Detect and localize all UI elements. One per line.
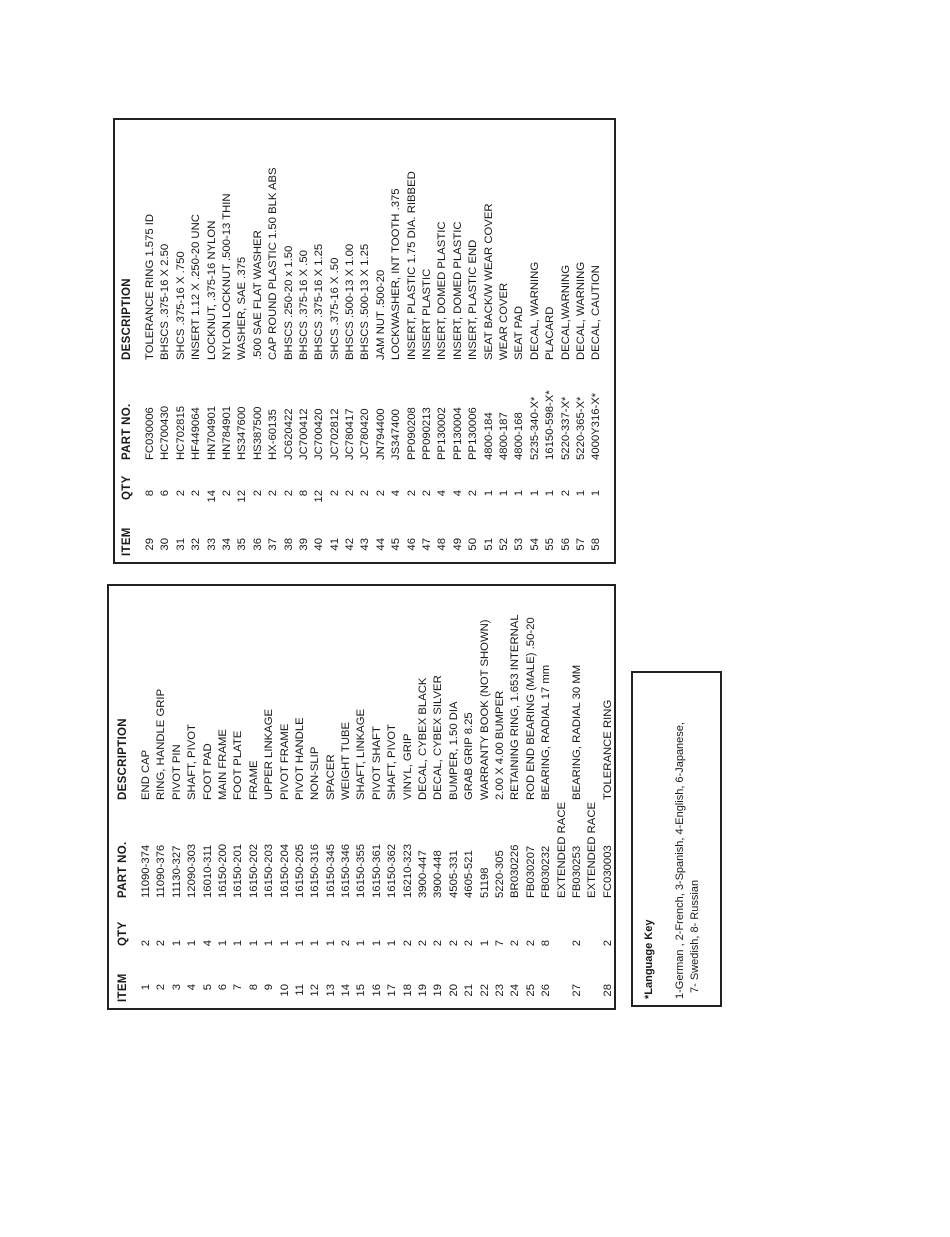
description-cell: JAM NUT .500-20 xyxy=(374,269,387,360)
right-table-rotated xyxy=(121,124,611,560)
qty-cell: 4 xyxy=(436,490,449,497)
part-no-cell: 4605-521 xyxy=(463,850,476,898)
description-cell: BEARING, RADIAL 30 MM xyxy=(570,664,583,800)
part-no-cell: JC780420 xyxy=(359,408,372,460)
part-no-cell: JC700412 xyxy=(297,408,310,460)
item-cell: 9 xyxy=(263,984,276,991)
description-cell: MAIN FRAME xyxy=(216,729,229,800)
description-cell: DECAL, WARNING xyxy=(528,261,541,360)
description-cell: TOLERANCE RING xyxy=(601,699,614,800)
item-cell: 58 xyxy=(590,538,603,551)
header-part-no: PART NO. xyxy=(121,403,133,460)
part-no-cell: 12090-303 xyxy=(186,843,199,898)
part-no-cell: HC700430 xyxy=(159,405,172,460)
description-cell: SHCS .375-16 X .50 xyxy=(328,257,341,360)
qty-cell: 1 xyxy=(544,490,557,497)
qty-cell: 2 xyxy=(559,490,572,497)
part-no-cell: 16150-202 xyxy=(247,843,260,898)
qty-cell: 2 xyxy=(570,940,583,947)
part-no-cell: 4800-187 xyxy=(497,412,510,460)
part-no-cell: HF449064 xyxy=(190,407,203,460)
description-cell: FOOT PAD xyxy=(201,743,214,800)
part-no-cell: JC620422 xyxy=(282,408,295,460)
header-description: DESCRIPTION xyxy=(121,278,133,360)
qty-cell: 12 xyxy=(236,490,249,503)
item-cell: 55 xyxy=(544,538,557,551)
item-cell: 12 xyxy=(309,984,322,997)
part-no-cell: 16150-200 xyxy=(216,843,229,898)
description-cell: DECAL, WARNING xyxy=(574,261,587,360)
qty-cell: 2 xyxy=(524,940,537,947)
item-cell: 7 xyxy=(232,984,245,991)
item-cell: 4 xyxy=(186,984,199,991)
qty-cell: 1 xyxy=(232,940,245,947)
description-cell: INSERT, DOMED PLASTIC xyxy=(436,221,449,360)
part-no-cell: JS347400 xyxy=(390,409,403,460)
item-cell: 28 xyxy=(601,984,614,997)
part-no-cell: HN704901 xyxy=(205,405,218,460)
qty-cell: 1 xyxy=(528,490,541,497)
part-no-cell: 4800-184 xyxy=(482,412,495,460)
item-cell: 41 xyxy=(328,538,341,551)
qty-cell: 1 xyxy=(386,940,399,947)
description-cell: BHSCS .250-20 x 1.50 xyxy=(282,245,295,360)
qty-cell: 8 xyxy=(144,490,156,497)
item-cell: 53 xyxy=(513,538,526,551)
item-cell: 18 xyxy=(401,984,414,997)
qty-cell: 7 xyxy=(493,940,506,947)
item-cell: 19 xyxy=(417,984,430,997)
item-cell: 48 xyxy=(436,538,449,551)
qty-cell: 2 xyxy=(467,490,480,497)
qty-cell: 1 xyxy=(513,490,526,497)
qty-cell: 2 xyxy=(421,490,434,497)
description-cell: TOLERANCE RING 1.575 ID xyxy=(144,213,156,360)
qty-cell: 4 xyxy=(451,490,464,497)
item-cell: 40 xyxy=(313,538,326,551)
qty-cell: 12 xyxy=(313,490,326,503)
part-no-cell: 5220-365-X* xyxy=(574,396,587,460)
description-cell: PIVOT PIN xyxy=(170,744,183,800)
item-cell: 54 xyxy=(528,538,541,551)
description-cell: NON-SLIP xyxy=(309,746,322,800)
item-cell: 39 xyxy=(297,538,310,551)
item-cell: 16 xyxy=(370,984,383,997)
part-no-cell: 51198 xyxy=(478,867,491,898)
item-cell: 43 xyxy=(359,538,372,551)
header-description: DESCRIPTION xyxy=(117,718,129,800)
qty-cell: 2 xyxy=(328,490,341,497)
header-qty: QTY xyxy=(121,475,133,500)
part-no-cell: EXTENDED RACE xyxy=(586,801,599,898)
qty-cell: 1 xyxy=(170,940,183,947)
description-cell: DECAL, CYBEX SILVER xyxy=(432,675,445,800)
qty-cell: 2 xyxy=(267,490,280,497)
language-key-title: *Language Key xyxy=(643,919,655,999)
item-cell: 25 xyxy=(524,984,537,997)
part-no-cell: JN794400 xyxy=(374,408,387,460)
language-key-box xyxy=(631,671,722,1007)
description-cell: INSERT, PLASTIC END xyxy=(467,239,480,360)
description-cell: BHSCS .375-16 X 1.25 xyxy=(313,243,326,360)
part-no-cell: PP130002 xyxy=(436,407,449,460)
part-no-cell: 4800-168 xyxy=(513,412,526,460)
part-no-cell: 3900-447 xyxy=(417,850,430,898)
header-item: ITEM xyxy=(117,973,129,1002)
item-cell: 30 xyxy=(159,538,172,551)
part-no-cell: 16150-201 xyxy=(232,843,245,898)
language-key-rotated xyxy=(643,681,718,999)
language-key-line-1: 1-German , 2-French, 3-Spanish, 4-English, 6-Japanese, xyxy=(674,722,686,999)
qty-cell: 1 xyxy=(309,940,322,947)
item-cell: 49 xyxy=(451,538,464,551)
qty-cell: 2 xyxy=(340,940,353,947)
description-cell: INSERT PLASTIC xyxy=(421,268,434,360)
description-cell: WEAR COVER xyxy=(497,282,510,360)
part-no-cell: EXTENDED RACE xyxy=(555,801,568,898)
qty-cell: 1 xyxy=(482,490,495,497)
part-no-cell: 16150-345 xyxy=(324,843,337,898)
qty-cell: 2 xyxy=(374,490,387,497)
part-no-cell: 5220-337-X* xyxy=(559,396,572,460)
item-cell: 34 xyxy=(220,538,233,551)
description-cell: VINYL, GRIP xyxy=(401,733,414,800)
qty-cell: 14 xyxy=(205,490,218,503)
part-no-cell: 16150-361 xyxy=(370,843,383,898)
part-no-cell: 16150-362 xyxy=(386,843,399,898)
description-cell: LOCKNUT, .375-16 NYLON xyxy=(205,220,218,360)
item-cell: 5 xyxy=(201,984,214,991)
item-cell: 42 xyxy=(344,538,357,551)
description-cell: WASHER, SAE .375 xyxy=(236,256,249,360)
item-cell: 31 xyxy=(174,538,187,551)
header-part-no: PART NO. xyxy=(117,841,129,898)
qty-cell: 2 xyxy=(140,940,152,947)
qty-cell: 2 xyxy=(447,940,460,947)
part-no-cell: 5235-340-X* xyxy=(528,396,541,460)
qty-cell: 4 xyxy=(201,940,214,947)
description-cell: BHSCS .500-13 X 1.25 xyxy=(359,243,372,360)
part-no-cell: PP090213 xyxy=(421,407,434,460)
item-cell: 29 xyxy=(144,538,156,551)
part-no-cell: 16210-323 xyxy=(401,843,414,898)
item-cell: 20 xyxy=(447,984,460,997)
part-no-cell: 11130-327 xyxy=(170,845,183,898)
qty-cell: 1 xyxy=(216,940,229,947)
item-cell: 23 xyxy=(493,984,506,997)
part-no-cell: 16150-316 xyxy=(309,843,322,898)
description-cell: PIVOT SHAFT xyxy=(370,726,383,800)
description-cell: SHAFT, LINKAGE xyxy=(355,708,368,800)
description-cell: PIVOT HANDLE xyxy=(293,717,306,800)
part-no-cell: PP130004 xyxy=(451,407,464,460)
qty-cell: 2 xyxy=(405,490,418,497)
qty-cell: 8 xyxy=(297,490,310,497)
item-cell: 11 xyxy=(293,984,306,996)
part-no-cell: 16150-598-X* xyxy=(544,390,557,460)
description-cell: 2.00 X 4.00 BUMPER xyxy=(493,690,506,800)
qty-cell: 2 xyxy=(344,490,357,497)
description-cell: WEIGHT TUBE xyxy=(340,721,353,800)
description-cell: SEAT PAD xyxy=(513,306,526,360)
part-no-cell: FC030006 xyxy=(144,407,156,460)
description-cell: SEAT BACK/W WEAR COVER xyxy=(482,203,495,360)
item-cell: 33 xyxy=(205,538,218,551)
item-cell: 51 xyxy=(482,538,495,551)
description-cell: FRAME xyxy=(247,760,260,800)
item-cell: 13 xyxy=(324,984,337,997)
part-no-cell: JC702812 xyxy=(328,408,341,460)
item-cell: 6 xyxy=(216,984,229,991)
left-table-rotated xyxy=(117,590,612,1006)
part-no-cell: PP130006 xyxy=(467,407,480,460)
description-cell: INSERT, DOMED PLASTIC xyxy=(451,221,464,360)
part-no-cell: FB030207 xyxy=(524,845,537,898)
item-cell: 14 xyxy=(340,984,353,997)
qty-cell: 2 xyxy=(417,940,430,947)
part-no-cell: HX-60135 xyxy=(267,409,280,460)
item-cell: 22 xyxy=(478,984,491,997)
item-cell: 52 xyxy=(497,538,510,551)
part-no-cell: HS387500 xyxy=(251,406,264,460)
part-no-cell: FB030253 xyxy=(570,845,583,898)
description-cell: PIVOT FRAME xyxy=(278,723,291,800)
item-cell: 27 xyxy=(570,984,583,997)
description-cell: RING, HANDLE GRIP xyxy=(155,688,168,800)
qty-cell: 1 xyxy=(574,490,587,497)
item-cell: 45 xyxy=(390,538,403,551)
description-cell: BEARING, RADIAL 17 mm xyxy=(540,664,553,800)
description-cell: DECAL,WARNING xyxy=(559,265,572,360)
qty-cell: 6 xyxy=(159,490,172,497)
part-no-cell: 16150-203 xyxy=(263,843,276,898)
qty-cell: 4 xyxy=(390,490,403,497)
description-cell: .500 SAE FLAT WASHER xyxy=(251,230,264,360)
part-no-cell: HC702815 xyxy=(174,405,187,460)
part-no-cell: JC780417 xyxy=(344,408,357,460)
qty-cell: 1 xyxy=(293,940,306,947)
item-cell: 44 xyxy=(374,538,387,551)
description-cell: ROD END BEARING (MALE) .50-20 xyxy=(524,617,537,800)
qty-cell: 1 xyxy=(247,940,260,947)
description-cell: BHSCS .375-16 X 2.50 xyxy=(159,243,172,360)
qty-cell: 1 xyxy=(186,940,199,947)
qty-cell: 2 xyxy=(220,490,233,497)
qty-cell: 1 xyxy=(370,940,383,947)
description-cell: RETAINING RING, 1.653 INTERNAL xyxy=(509,614,522,800)
part-no-cell: 16150-355 xyxy=(355,843,368,898)
part-no-cell: 16150-205 xyxy=(293,843,306,898)
part-no-cell: 3900-448 xyxy=(432,850,445,898)
item-cell: 3 xyxy=(170,984,183,991)
description-cell: SHAFT, PIVOT xyxy=(386,724,399,800)
part-no-cell: 4000Y316-X* xyxy=(590,392,603,460)
part-no-cell: HN784901 xyxy=(220,405,233,460)
description-cell: SHCS .375-16 X .750 xyxy=(174,251,187,360)
item-cell: 47 xyxy=(421,538,434,551)
header-item: ITEM xyxy=(121,527,133,556)
description-cell: DECAL, CYBEX BLACK xyxy=(417,677,430,800)
part-no-cell: 5220-305 xyxy=(493,850,506,898)
part-no-cell: JC700420 xyxy=(313,408,326,460)
item-cell: 46 xyxy=(405,538,418,551)
description-cell: WARRANTY BOOK (NOT SHOWN) xyxy=(478,619,491,800)
item-cell: 15 xyxy=(355,984,368,997)
qty-cell: 2 xyxy=(359,490,372,497)
language-key-line-2: 7- Swedish, 8- Russian xyxy=(689,879,701,993)
qty-cell: 2 xyxy=(174,490,187,497)
description-cell: SHAFT, PIVOT xyxy=(186,724,199,800)
description-cell: LOCKWASHER, INT TOOTH .375 xyxy=(390,188,403,360)
part-no-cell: 16150-204 xyxy=(278,843,291,898)
description-cell: NYLON LOCKNUT .500-13 THIN xyxy=(220,193,233,360)
item-cell: 17 xyxy=(386,984,399,997)
description-cell: BHSCS .375-16 X .50 xyxy=(297,250,310,360)
qty-cell: 2 xyxy=(601,940,614,947)
item-cell: 36 xyxy=(251,538,264,551)
qty-cell: 2 xyxy=(463,940,476,947)
part-no-cell: 11090-374 xyxy=(140,844,152,898)
qty-cell: 2 xyxy=(282,490,295,497)
item-cell: 50 xyxy=(467,538,480,551)
description-cell: INSERT 1.12 X .250-20 UNC xyxy=(190,214,203,360)
qty-cell: 2 xyxy=(190,490,203,497)
description-cell: DECAL, CAUTION xyxy=(590,265,603,360)
qty-cell: 1 xyxy=(278,940,291,947)
item-cell: 1 xyxy=(140,984,152,991)
right-parts-table xyxy=(113,118,616,564)
qty-cell: 2 xyxy=(251,490,264,497)
description-cell: FOOT PLATE xyxy=(232,730,245,800)
left-parts-table xyxy=(107,584,616,1010)
part-no-cell: BR030226 xyxy=(509,844,522,898)
item-cell: 8 xyxy=(247,984,260,991)
item-cell: 37 xyxy=(267,538,280,551)
description-cell: CAP ROUND PLASTIC 1.50 BLK ABS xyxy=(267,167,280,360)
header-qty: QTY xyxy=(117,921,129,946)
item-cell: 19 xyxy=(432,984,445,997)
description-cell: GRAB GRIP 8.25 xyxy=(463,712,476,800)
description-cell: PLACARD xyxy=(544,306,557,360)
description-cell: SPACER xyxy=(324,754,337,800)
item-cell: 57 xyxy=(574,538,587,551)
qty-cell: 1 xyxy=(478,940,491,947)
part-no-cell: 11090-376 xyxy=(155,844,168,898)
item-cell: 35 xyxy=(236,538,249,551)
item-cell: 21 xyxy=(463,984,476,997)
qty-cell: 2 xyxy=(432,940,445,947)
qty-cell: 1 xyxy=(497,490,510,497)
part-no-cell: PP090208 xyxy=(405,407,418,460)
qty-cell: 1 xyxy=(590,490,603,497)
description-cell: BUMPER, 1.50 DIA xyxy=(447,701,460,800)
description-cell: UPPER LINKAGE xyxy=(263,708,276,800)
part-no-cell: FB030232 xyxy=(540,845,553,898)
qty-cell: 2 xyxy=(509,940,522,947)
item-cell: 56 xyxy=(559,538,572,551)
qty-cell: 1 xyxy=(324,940,337,947)
part-no-cell: HS347600 xyxy=(236,406,249,460)
qty-cell: 8 xyxy=(540,940,553,947)
part-no-cell: FC030003 xyxy=(601,845,614,898)
description-cell: BHSCS .500-13 X 1.00 xyxy=(344,243,357,360)
item-cell: 32 xyxy=(190,538,203,551)
item-cell: 2 xyxy=(155,984,168,991)
qty-cell: 1 xyxy=(263,940,276,947)
qty-cell: 1 xyxy=(355,940,368,947)
part-no-cell: 16150-346 xyxy=(340,843,353,898)
qty-cell: 2 xyxy=(155,940,168,947)
description-cell: INSERT, PLASTIC 1.75 DIA. RIBBED xyxy=(405,171,418,360)
item-cell: 38 xyxy=(282,538,295,551)
qty-cell: 2 xyxy=(401,940,414,947)
part-no-cell: 16010-311 xyxy=(201,844,214,898)
item-cell: 10 xyxy=(278,984,291,997)
description-cell: END CAP xyxy=(140,749,152,800)
item-cell: 26 xyxy=(540,984,553,997)
item-cell: 24 xyxy=(509,984,522,997)
part-no-cell: 4505-331 xyxy=(447,850,460,898)
